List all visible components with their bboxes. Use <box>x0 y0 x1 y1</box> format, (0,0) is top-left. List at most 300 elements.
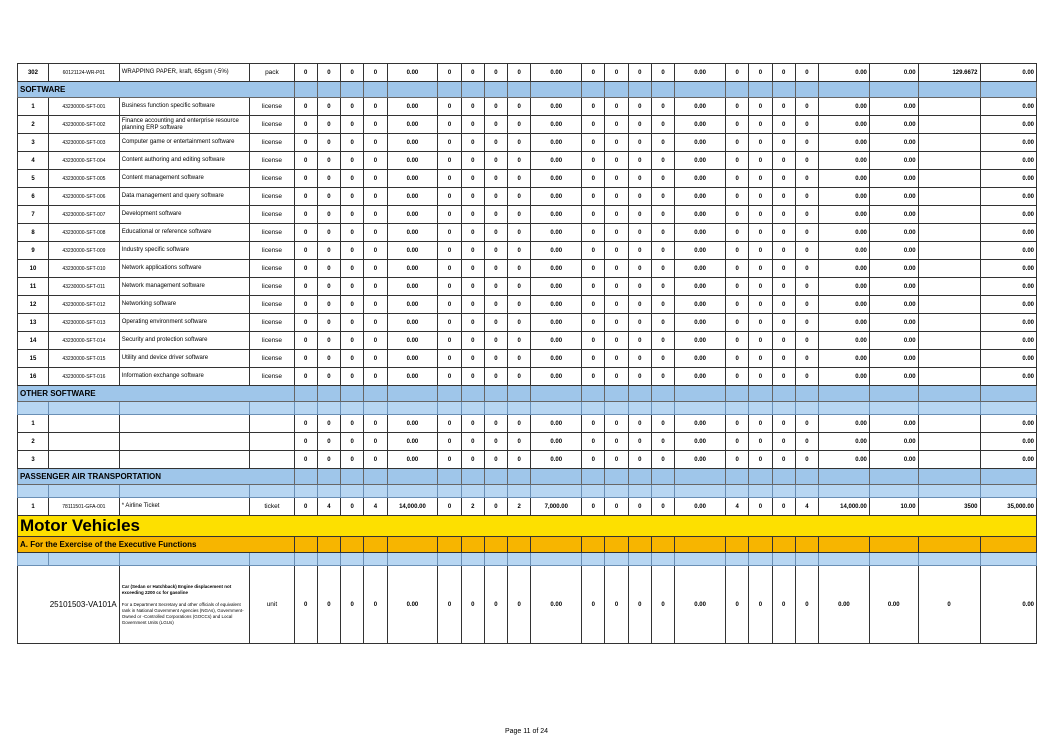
value-cell: 0 <box>341 278 364 296</box>
section-cell <box>341 82 364 98</box>
value-cell: 0 <box>651 152 674 170</box>
item-description: Utility and device driver software <box>119 350 250 368</box>
value-cell: 0 <box>294 278 317 296</box>
value-cell: 0.00 <box>675 566 726 644</box>
value-cell <box>918 314 980 332</box>
value-cell: 0.00 <box>675 170 726 188</box>
value-cell: 0.00 <box>531 332 582 350</box>
value-cell <box>918 134 980 152</box>
airline-ticket-row <box>18 498 1037 516</box>
section-cell <box>531 537 582 553</box>
item-description: Network applications software <box>119 260 250 278</box>
item-code: 43230000-SFT-009 <box>48 242 119 260</box>
value-cell: 0 <box>628 64 651 82</box>
software-row <box>18 332 1037 350</box>
section-cell <box>605 537 628 553</box>
value-cell: 0 <box>628 98 651 116</box>
value-cell: 0 <box>508 451 531 469</box>
band-cell <box>508 485 531 498</box>
value-cell: 0 <box>438 260 461 278</box>
value-cell: 0.00 <box>980 134 1037 152</box>
value-cell: 0.00 <box>980 188 1037 206</box>
band-cell <box>726 485 749 498</box>
value-cell: 0.00 <box>531 134 582 152</box>
value-cell: 0 <box>605 134 628 152</box>
section-cell <box>605 82 628 98</box>
value-cell: 0 <box>726 350 749 368</box>
section-cell <box>438 82 461 98</box>
value-cell: 0 <box>317 242 340 260</box>
section-cell <box>364 469 387 485</box>
value-cell: 0 <box>582 116 605 134</box>
value-cell: 0 <box>628 224 651 242</box>
value-cell: 0.00 <box>980 433 1037 451</box>
value-cell: 0.00 <box>531 296 582 314</box>
value-cell: 0.00 <box>869 350 918 368</box>
band-cell <box>726 553 749 566</box>
software-row <box>18 152 1037 170</box>
value-cell: 0 <box>317 98 340 116</box>
value-cell: 0 <box>628 278 651 296</box>
section-cell <box>918 537 980 553</box>
band-cell <box>18 402 49 415</box>
value-cell: 0 <box>364 242 387 260</box>
item-code <box>48 415 119 433</box>
procurement-table <box>17 63 1037 644</box>
value-cell: 0 <box>772 498 795 516</box>
item-unit: license <box>250 134 294 152</box>
value-cell: 0 <box>749 224 772 242</box>
value-cell: 0.00 <box>869 368 918 386</box>
value-cell: 0 <box>749 116 772 134</box>
item-code: 43230000-SFT-006 <box>48 188 119 206</box>
item-code: 43230000-SFT-010 <box>48 260 119 278</box>
band-cell <box>119 402 250 415</box>
value-cell: 0 <box>341 433 364 451</box>
value-cell: 0.00 <box>675 314 726 332</box>
value-cell: 0 <box>651 350 674 368</box>
value-cell: 0 <box>582 296 605 314</box>
section-cell <box>980 386 1037 402</box>
value-cell: 0 <box>317 566 340 644</box>
value-cell: 0.00 <box>387 451 438 469</box>
value-cell: 0.00 <box>531 350 582 368</box>
section-cell <box>387 82 438 98</box>
value-cell: 0 <box>628 566 651 644</box>
band-cell <box>918 402 980 415</box>
value-cell: 0 <box>628 152 651 170</box>
value-cell: 0 <box>294 433 317 451</box>
section-cell <box>484 469 507 485</box>
value-cell: 0 <box>438 433 461 451</box>
value-cell: 0.00 <box>675 188 726 206</box>
value-cell: 0 <box>795 350 818 368</box>
value-cell: 0 <box>582 498 605 516</box>
value-cell: 0.00 <box>980 566 1037 644</box>
value-cell: 0.00 <box>387 415 438 433</box>
band-cell <box>628 402 651 415</box>
value-cell: 0.00 <box>818 314 869 332</box>
value-cell: 0 <box>651 206 674 224</box>
band-cell <box>250 553 294 566</box>
value-cell: 0 <box>628 116 651 134</box>
band-cell <box>605 485 628 498</box>
section-cell <box>387 386 438 402</box>
value-cell: 0.00 <box>387 566 438 644</box>
section-cell <box>484 537 507 553</box>
value-cell: 0 <box>582 332 605 350</box>
value-cell: 0 <box>651 368 674 386</box>
vehicle-description <box>119 566 250 644</box>
value-cell: 0 <box>795 242 818 260</box>
value-cell: 0 <box>726 134 749 152</box>
value-cell: 0 <box>341 332 364 350</box>
item-description <box>119 451 250 469</box>
value-cell: 0 <box>484 433 507 451</box>
value-cell: 0 <box>772 170 795 188</box>
value-cell: 0 <box>294 170 317 188</box>
value-cell: 0.00 <box>531 188 582 206</box>
band-cell <box>387 402 438 415</box>
band-cell <box>531 553 582 566</box>
band-cell <box>818 553 869 566</box>
value-cell: 0.00 <box>675 278 726 296</box>
value-cell: 0.00 <box>818 260 869 278</box>
page-number: Page 11 of 24 <box>504 728 549 735</box>
value-cell: 0 <box>461 332 484 350</box>
value-cell: 0 <box>364 451 387 469</box>
section-cell <box>918 82 980 98</box>
value-cell: 0 <box>461 368 484 386</box>
value-cell: 0 <box>438 368 461 386</box>
section-cell <box>294 537 317 553</box>
value-cell: 0 <box>508 433 531 451</box>
other-software-row <box>18 451 1037 469</box>
value-cell: 0.00 <box>869 332 918 350</box>
value-cell: 0 <box>317 451 340 469</box>
item-unit: ticket <box>250 498 294 516</box>
value-cell: 0 <box>772 152 795 170</box>
value-cell: 0 <box>508 260 531 278</box>
value-cell: 0 <box>438 188 461 206</box>
section-cell <box>869 469 918 485</box>
item-code: 43230000-SFT-004 <box>48 152 119 170</box>
value-cell: 0 <box>484 451 507 469</box>
value-cell <box>918 152 980 170</box>
value-cell: 0 <box>772 98 795 116</box>
value-cell: 0.00 <box>675 260 726 278</box>
value-cell: 0.00 <box>980 314 1037 332</box>
section-cell <box>651 82 674 98</box>
value-cell: 0 <box>341 498 364 516</box>
section-cell <box>341 537 364 553</box>
band-cell <box>317 485 340 498</box>
value-cell: 0 <box>651 98 674 116</box>
value-cell <box>918 98 980 116</box>
value-cell: 0 <box>341 296 364 314</box>
value-cell: 0 <box>628 296 651 314</box>
value-cell: 0 <box>364 314 387 332</box>
value-cell: 0.00 <box>531 64 582 82</box>
value-cell: 0 <box>484 152 507 170</box>
band-cell <box>461 402 484 415</box>
value-cell: 0 <box>294 224 317 242</box>
value-cell: 0 <box>438 98 461 116</box>
item-code: 43230000-SFT-008 <box>48 224 119 242</box>
item-number: 10 <box>18 260 49 278</box>
value-cell: 0 <box>341 242 364 260</box>
item-number: 9 <box>18 242 49 260</box>
air-transport-section-header <box>18 469 1037 485</box>
value-cell: 0 <box>726 242 749 260</box>
software-row <box>18 224 1037 242</box>
section-cell <box>341 386 364 402</box>
value-cell: 0.00 <box>531 152 582 170</box>
section-cell <box>726 386 749 402</box>
value-cell: 0 <box>749 415 772 433</box>
value-cell: 0 <box>364 64 387 82</box>
section-cell <box>461 82 484 98</box>
value-cell: 0 <box>605 242 628 260</box>
section-cell <box>869 537 918 553</box>
value-cell: 0 <box>651 451 674 469</box>
software-row <box>18 314 1037 332</box>
value-cell: 0 <box>651 415 674 433</box>
value-cell: 0 <box>605 566 628 644</box>
value-cell: 0 <box>461 350 484 368</box>
value-cell <box>918 451 980 469</box>
value-cell: 0 <box>772 278 795 296</box>
value-cell: 0 <box>364 188 387 206</box>
value-cell: 0.00 <box>387 433 438 451</box>
value-cell: 0 <box>317 170 340 188</box>
section-cell <box>651 537 674 553</box>
item-unit: license <box>250 350 294 368</box>
value-cell: 0 <box>726 152 749 170</box>
item-description: Network management software <box>119 278 250 296</box>
band-cell <box>675 402 726 415</box>
value-cell: 0 <box>364 350 387 368</box>
value-cell: 0 <box>294 260 317 278</box>
value-cell: 0 <box>484 368 507 386</box>
band-cell <box>387 553 438 566</box>
section-cell <box>531 386 582 402</box>
value-cell: 0.00 <box>980 242 1037 260</box>
section-cell <box>869 82 918 98</box>
band-cell <box>605 553 628 566</box>
value-cell: 0 <box>582 188 605 206</box>
value-cell: 0.00 <box>869 64 918 82</box>
band-cell <box>651 553 674 566</box>
item-description: * Airline Ticket <box>119 498 250 516</box>
value-cell: 0.00 <box>869 566 918 644</box>
value-cell: 0 <box>294 188 317 206</box>
value-cell: 0 <box>317 368 340 386</box>
value-cell: 0 <box>605 332 628 350</box>
value-cell: 0.00 <box>675 116 726 134</box>
item-code <box>48 433 119 451</box>
value-cell: 0 <box>605 188 628 206</box>
item-description: Finance accounting and enterprise resource planning ERP software <box>119 116 250 134</box>
value-cell: 2 <box>461 498 484 516</box>
value-cell: 0.00 <box>531 451 582 469</box>
value-cell: 0 <box>605 415 628 433</box>
item-unit <box>250 451 294 469</box>
section-cell <box>461 386 484 402</box>
band-cell <box>772 402 795 415</box>
value-cell: 0 <box>772 134 795 152</box>
value-cell: 0 <box>438 498 461 516</box>
value-cell: 10.00 <box>869 498 918 516</box>
section-cell <box>387 537 438 553</box>
section-cell <box>628 386 651 402</box>
section-cell <box>438 386 461 402</box>
section-cell <box>508 386 531 402</box>
value-cell: 0.00 <box>980 152 1037 170</box>
band-cell <box>772 485 795 498</box>
value-cell: 0 <box>772 242 795 260</box>
item-number: 1 <box>18 98 49 116</box>
value-cell: 0 <box>461 116 484 134</box>
value-cell: 0 <box>749 134 772 152</box>
item-unit: license <box>250 260 294 278</box>
band-cell <box>48 553 119 566</box>
band-cell <box>250 485 294 498</box>
value-cell: 0 <box>317 260 340 278</box>
value-cell <box>918 260 980 278</box>
value-cell: 0 <box>438 134 461 152</box>
value-cell: 0 <box>508 170 531 188</box>
band-cell <box>582 485 605 498</box>
vehicle-unit: unit <box>250 566 294 644</box>
value-cell: 0 <box>341 314 364 332</box>
value-cell: 0 <box>582 415 605 433</box>
value-cell: 0 <box>605 152 628 170</box>
value-cell: 0 <box>317 433 340 451</box>
value-cell: 0.00 <box>387 350 438 368</box>
value-cell: 0 <box>749 451 772 469</box>
value-cell: 0.00 <box>818 98 869 116</box>
value-cell: 0 <box>795 260 818 278</box>
band-cell <box>795 402 818 415</box>
value-cell: 0.00 <box>675 350 726 368</box>
value-cell: 0 <box>317 314 340 332</box>
item-unit: license <box>250 296 294 314</box>
other-software-row <box>18 415 1037 433</box>
value-cell: 0.00 <box>818 224 869 242</box>
section-title: PASSENGER AIR TRANSPORTATION <box>18 469 295 485</box>
software-row <box>18 170 1037 188</box>
value-cell: 0 <box>582 314 605 332</box>
value-cell: 0.00 <box>531 314 582 332</box>
value-cell: 0 <box>605 433 628 451</box>
value-cell: 0.00 <box>980 64 1037 82</box>
section-title: OTHER SOFTWARE <box>18 386 295 402</box>
value-cell: 0 <box>795 415 818 433</box>
value-cell: 0 <box>651 188 674 206</box>
value-cell: 0.00 <box>675 224 726 242</box>
band-cell <box>795 485 818 498</box>
value-cell: 0 <box>726 224 749 242</box>
value-cell: 0.00 <box>869 278 918 296</box>
band-cell <box>508 402 531 415</box>
value-cell: 0 <box>795 433 818 451</box>
value-cell: 0 <box>582 98 605 116</box>
value-cell: 0.00 <box>818 566 869 644</box>
item-number: 4 <box>18 152 49 170</box>
value-cell: 0.00 <box>675 433 726 451</box>
value-cell: 0 <box>582 368 605 386</box>
value-cell: 0.00 <box>818 242 869 260</box>
value-cell: 0.00 <box>980 368 1037 386</box>
value-cell: 0.00 <box>818 64 869 82</box>
value-cell: 0 <box>461 206 484 224</box>
value-cell: 0.00 <box>980 224 1037 242</box>
value-cell: 0 <box>726 260 749 278</box>
software-row <box>18 368 1037 386</box>
value-cell: 0 <box>749 206 772 224</box>
motor-vehicles-header <box>18 516 1037 537</box>
value-cell: 0 <box>605 368 628 386</box>
value-cell: 0 <box>461 224 484 242</box>
value-cell: 0 <box>749 296 772 314</box>
section-cell <box>869 386 918 402</box>
value-cell: 0 <box>438 314 461 332</box>
band-cell <box>461 553 484 566</box>
value-cell: 0.00 <box>387 152 438 170</box>
software-row <box>18 242 1037 260</box>
value-cell: 0 <box>605 350 628 368</box>
value-cell: 0 <box>651 242 674 260</box>
section-cell <box>726 537 749 553</box>
value-cell: 0 <box>341 260 364 278</box>
value-cell: 2 <box>508 498 531 516</box>
item-number: 15 <box>18 350 49 368</box>
value-cell: 0.00 <box>387 332 438 350</box>
item-description: Content management software <box>119 170 250 188</box>
value-cell: 0.00 <box>675 415 726 433</box>
value-cell: 0.00 <box>531 224 582 242</box>
value-cell: 0 <box>508 566 531 644</box>
value-cell: 0.00 <box>869 134 918 152</box>
band-cell <box>18 485 49 498</box>
value-cell: 0 <box>749 98 772 116</box>
section-cell <box>980 537 1037 553</box>
value-cell: 0.00 <box>387 368 438 386</box>
item-unit: license <box>250 368 294 386</box>
value-cell: 0 <box>364 116 387 134</box>
value-cell <box>918 433 980 451</box>
section-cell <box>341 469 364 485</box>
section-cell <box>818 469 869 485</box>
section-cell <box>818 537 869 553</box>
value-cell <box>918 415 980 433</box>
value-cell: 0 <box>772 116 795 134</box>
item-number: 12 <box>18 296 49 314</box>
value-cell: 0 <box>651 134 674 152</box>
value-cell: 0 <box>438 566 461 644</box>
item-number: 3 <box>18 451 49 469</box>
value-cell: 0 <box>651 332 674 350</box>
band-cell <box>438 553 461 566</box>
value-cell: 0.00 <box>387 278 438 296</box>
value-cell: 0 <box>795 451 818 469</box>
value-cell: 0.00 <box>387 242 438 260</box>
value-cell: 0 <box>605 451 628 469</box>
section-cell <box>818 386 869 402</box>
value-cell: 0.00 <box>818 170 869 188</box>
item-code: 43230000-SFT-016 <box>48 368 119 386</box>
